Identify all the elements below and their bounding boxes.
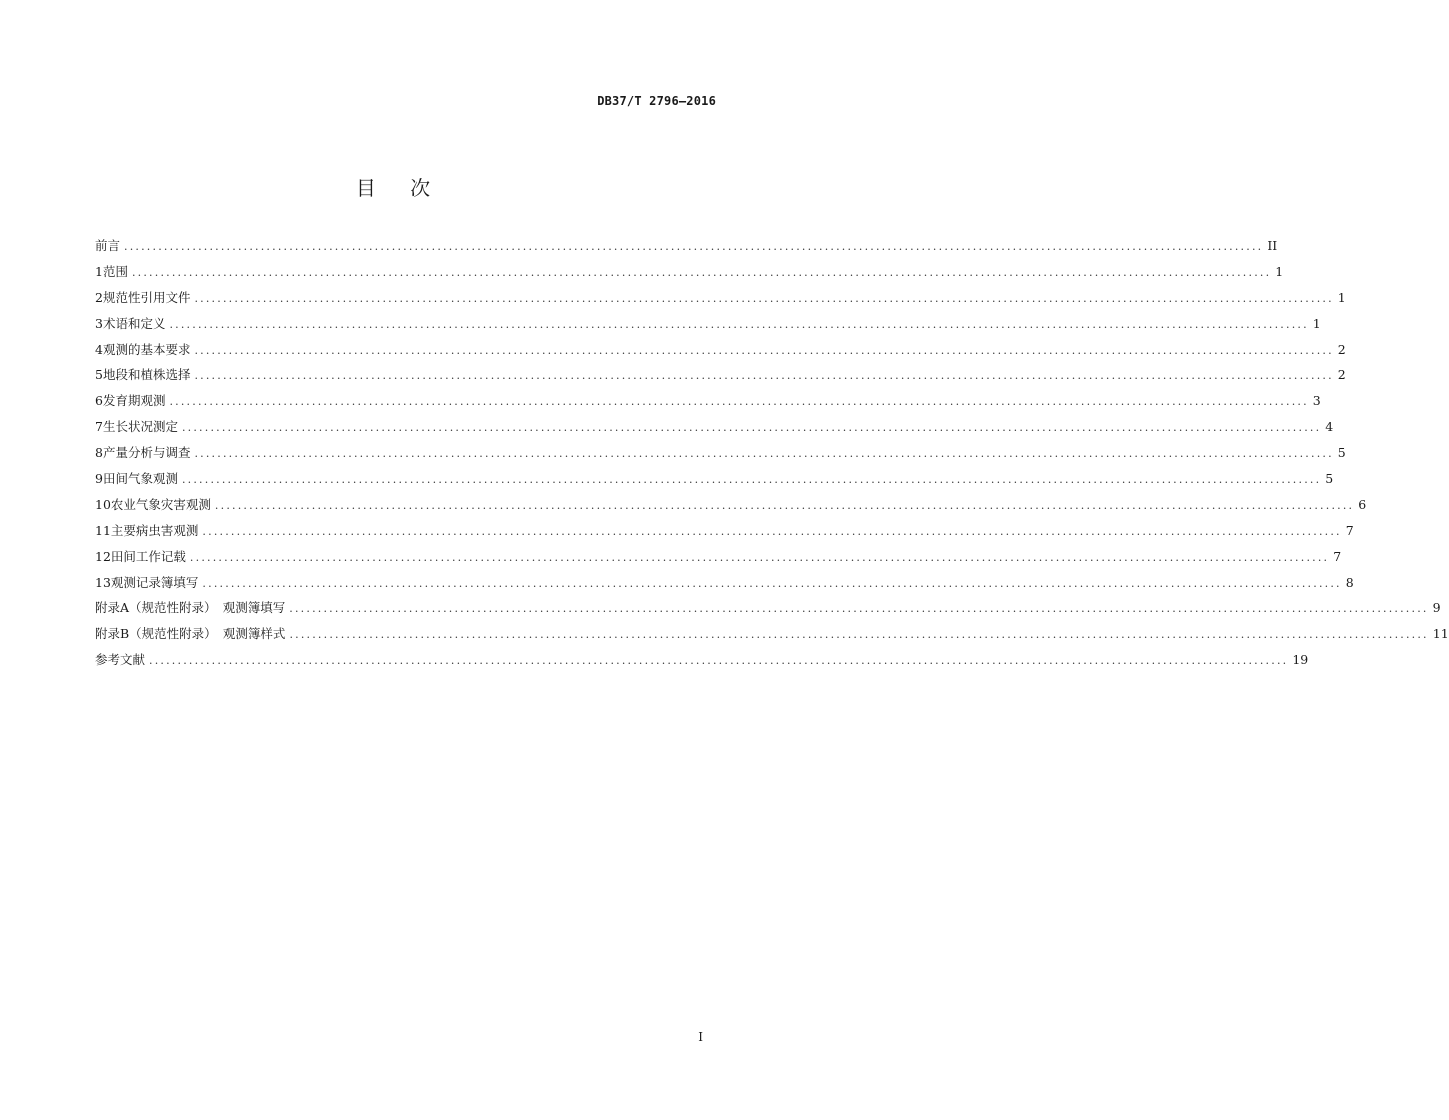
toc-leader-dots: ........................................................................................................................................................................................................: [169, 395, 1309, 409]
toc-entry-number: 6: [95, 393, 103, 409]
toc-entry[interactable]: [95, 547, 1342, 573]
toc-entry[interactable]: [95, 598, 1441, 624]
toc-entry-page: 3: [1312, 393, 1321, 409]
toc-leader-dots: ........................................................................................................................................................................................................: [214, 498, 1355, 512]
toc-entry[interactable]: [95, 391, 1321, 417]
toc-entry-title: 生长状况测定: [102, 419, 178, 435]
toc-entry[interactable]: [95, 469, 1334, 495]
toc-entry-page: 2: [1337, 367, 1346, 383]
toc-entry-title: 范围: [102, 263, 128, 279]
toc-entry-page: 19: [1292, 652, 1309, 668]
toc-entry-number: 11: [95, 522, 111, 538]
toc-leader-dots: ........................................................................................................................................................................................................: [194, 447, 1334, 461]
toc-entry-page: 1: [1312, 315, 1321, 331]
toc-entry[interactable]: [95, 365, 1346, 391]
toc-entry[interactable]: [95, 340, 1346, 366]
toc-entry-page: 6: [1358, 496, 1367, 512]
toc-entry-page: 8: [1345, 574, 1354, 590]
toc-entry-number: 12: [95, 548, 111, 564]
standard-code: DB37/T 2796—2016: [597, 94, 716, 108]
toc-leader-dots: ........................................................................................................................................................................................................: [181, 473, 1322, 487]
table-of-contents: [95, 236, 1449, 676]
toc-entry[interactable]: [95, 521, 1354, 547]
toc-entry-title: 农业气象灾害观测: [110, 496, 211, 512]
toc-entry-page: 7: [1333, 548, 1342, 564]
toc-entry-title: 田间工作记载: [110, 548, 186, 564]
page-title: 目 次: [355, 176, 445, 200]
toc-entry-number: 2: [95, 289, 103, 305]
toc-leader-dots: ........................................................................................................................................................................................................: [181, 421, 1322, 435]
toc-entry-number: 10: [95, 496, 111, 512]
toc-entry-page: 2: [1337, 341, 1346, 357]
toc-entry-title: 规范性引用文件: [102, 289, 191, 305]
toc-entry-title: 地段和植株选择: [102, 367, 191, 383]
toc-entry-title: 术语和定义: [102, 315, 166, 331]
toc-entry-number: 1: [95, 263, 103, 279]
toc-entry[interactable]: [95, 624, 1449, 650]
toc-entry-page: 7: [1345, 522, 1354, 538]
toc-entry-title: 附录A（规范性附录） 观测簿填写: [95, 600, 286, 616]
toc-entry[interactable]: [95, 650, 1309, 676]
toc-leader-dots: ........................................................................................................................................................................................................: [169, 317, 1309, 331]
toc-entry-page: 9: [1432, 600, 1441, 616]
toc-entry[interactable]: [95, 288, 1346, 314]
toc-entry-number: 5: [95, 367, 103, 383]
toc-leader-dots: ........................................................................................................................................................................................................: [194, 343, 1334, 357]
toc-entry[interactable]: [95, 314, 1321, 340]
toc-entry-title: 观测记录簿填写: [110, 574, 199, 590]
page-number: I: [698, 1030, 703, 1044]
toc-entry[interactable]: [95, 495, 1367, 521]
toc-entry-page: II: [1267, 238, 1278, 253]
toc-entry-page: 1: [1337, 289, 1346, 305]
toc-entry-page: 1: [1275, 263, 1284, 279]
toc-leader-dots: ........................................................................................................................................................................................................: [202, 524, 1342, 538]
toc-leader-dots: ........................................................................................................................................................................................................: [194, 369, 1334, 383]
toc-leader-dots: ........................................................................................................................................................................................................: [202, 576, 1342, 590]
toc-entry-title: 附录B（规范性附录） 观测簿样式: [95, 626, 286, 642]
toc-leader-dots: ........................................................................................................................................................................................................: [194, 291, 1334, 305]
toc-entry-number: 4: [95, 341, 103, 357]
toc-entry-title: 田间气象观测: [102, 471, 178, 487]
toc-entry-title: 参考文献: [95, 652, 146, 668]
toc-entry-page: 4: [1325, 419, 1334, 435]
toc-leader-dots: ........................................................................................................................................................................................................: [289, 628, 1429, 642]
toc-entry-page: 5: [1325, 471, 1334, 487]
toc-entry[interactable]: [95, 236, 1278, 262]
toc-leader-dots: ........................................................................................................................................................................................................: [189, 550, 1330, 564]
toc-entry-title: 主要病虫害观测: [110, 522, 199, 538]
toc-entry-number: 7: [95, 419, 103, 435]
toc-entry[interactable]: [95, 443, 1346, 469]
toc-entry-title: 前言: [95, 238, 121, 253]
toc-entry-number: 8: [95, 445, 103, 461]
toc-entry[interactable]: [95, 417, 1334, 443]
toc-leader-dots: ........................................................................................................................................................................................................: [131, 265, 1272, 279]
toc-entry[interactable]: [95, 573, 1354, 599]
toc-entry[interactable]: [95, 262, 1284, 288]
toc-leader-dots: ........................................................................................................................................................................................................: [289, 602, 1429, 616]
toc-entry-title: 发育期观测: [102, 393, 166, 409]
toc-entry-number: 9: [95, 471, 103, 487]
toc-entry-title: 产量分析与调查: [102, 445, 191, 461]
toc-entry-title: 观测的基本要求: [102, 341, 191, 357]
toc-entry-number: 3: [95, 315, 103, 331]
toc-entry-number: 13: [95, 574, 111, 590]
toc-leader-dots: ........................................................................................................................................................................................................: [124, 240, 1264, 253]
toc-entry-page: 11: [1432, 626, 1449, 642]
toc-leader-dots: ........................................................................................................................................................................................................: [149, 654, 1289, 668]
toc-entry-page: 5: [1337, 445, 1346, 461]
